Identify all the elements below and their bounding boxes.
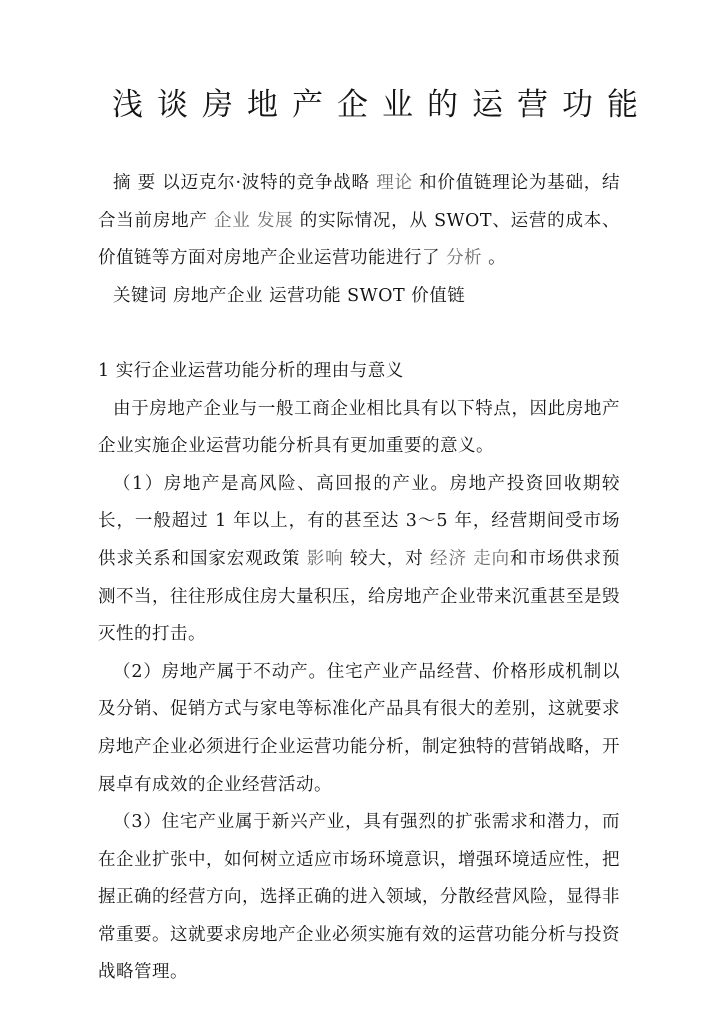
section-1-heading: 1 实行企业运营功能分析的理由与意义 [98, 360, 404, 381]
abstract-paragraph: 摘 要 以迈克尔·波特的竞争战略 理论 和价值链理论为基础，结合当前房地产 企业 发展 的实际情况，从 SWOT、运营的成本、价值链等方面对房地产企业运营功能进行了 分析 。 [98, 173, 621, 269]
keywords-line: 关键词 房地产企业 运营功能 SWOT 价值链 [113, 285, 466, 306]
body-paragraph-point-2: （2）房地产属于不动产。住宅产业产品经营、价格形成机制以及分销、促销方式与家电等标准化产品具有很大的差别，这就要求房地产企业必须进行企业运营功能分析，制定独特的营销战略，开展卓有成效的企业经营活动。 [98, 661, 620, 795]
body-paragraph-intro: 由于房地产企业与一般工商企业相比具有以下特点，因此房地产企业实施企业运营功能分析具有更加重要的意义。 [98, 398, 620, 457]
body-paragraph-point-1: （1）房地产是高风险、高回报的产业。房地产投资回收期较长，一般超过 1 年以上，有的甚至达 3～5 年，经营期间受市场供求关系和国家宏观政策 影响 较大，对 经济 走向和市场供求预测不当，往往形成住房大量积压，给房地产企业带来沉重甚至是毁灭性的打击。 [98, 473, 621, 645]
document-title: 浅谈房地产企业的运营功能 [112, 87, 652, 123]
body-paragraph-point-3: （3）住宅产业属于新兴产业，具有强烈的扩张需求和潜力，而在企业扩张中，如何树立适应市场环境意识，增强环境适应性，把握正确的经营方向，选择正确的进入领域，分散经营风险，显得非常重要。这就要求房地产企业必须实施有效的运营功能分析与投资战略管理。 [98, 812, 620, 983]
